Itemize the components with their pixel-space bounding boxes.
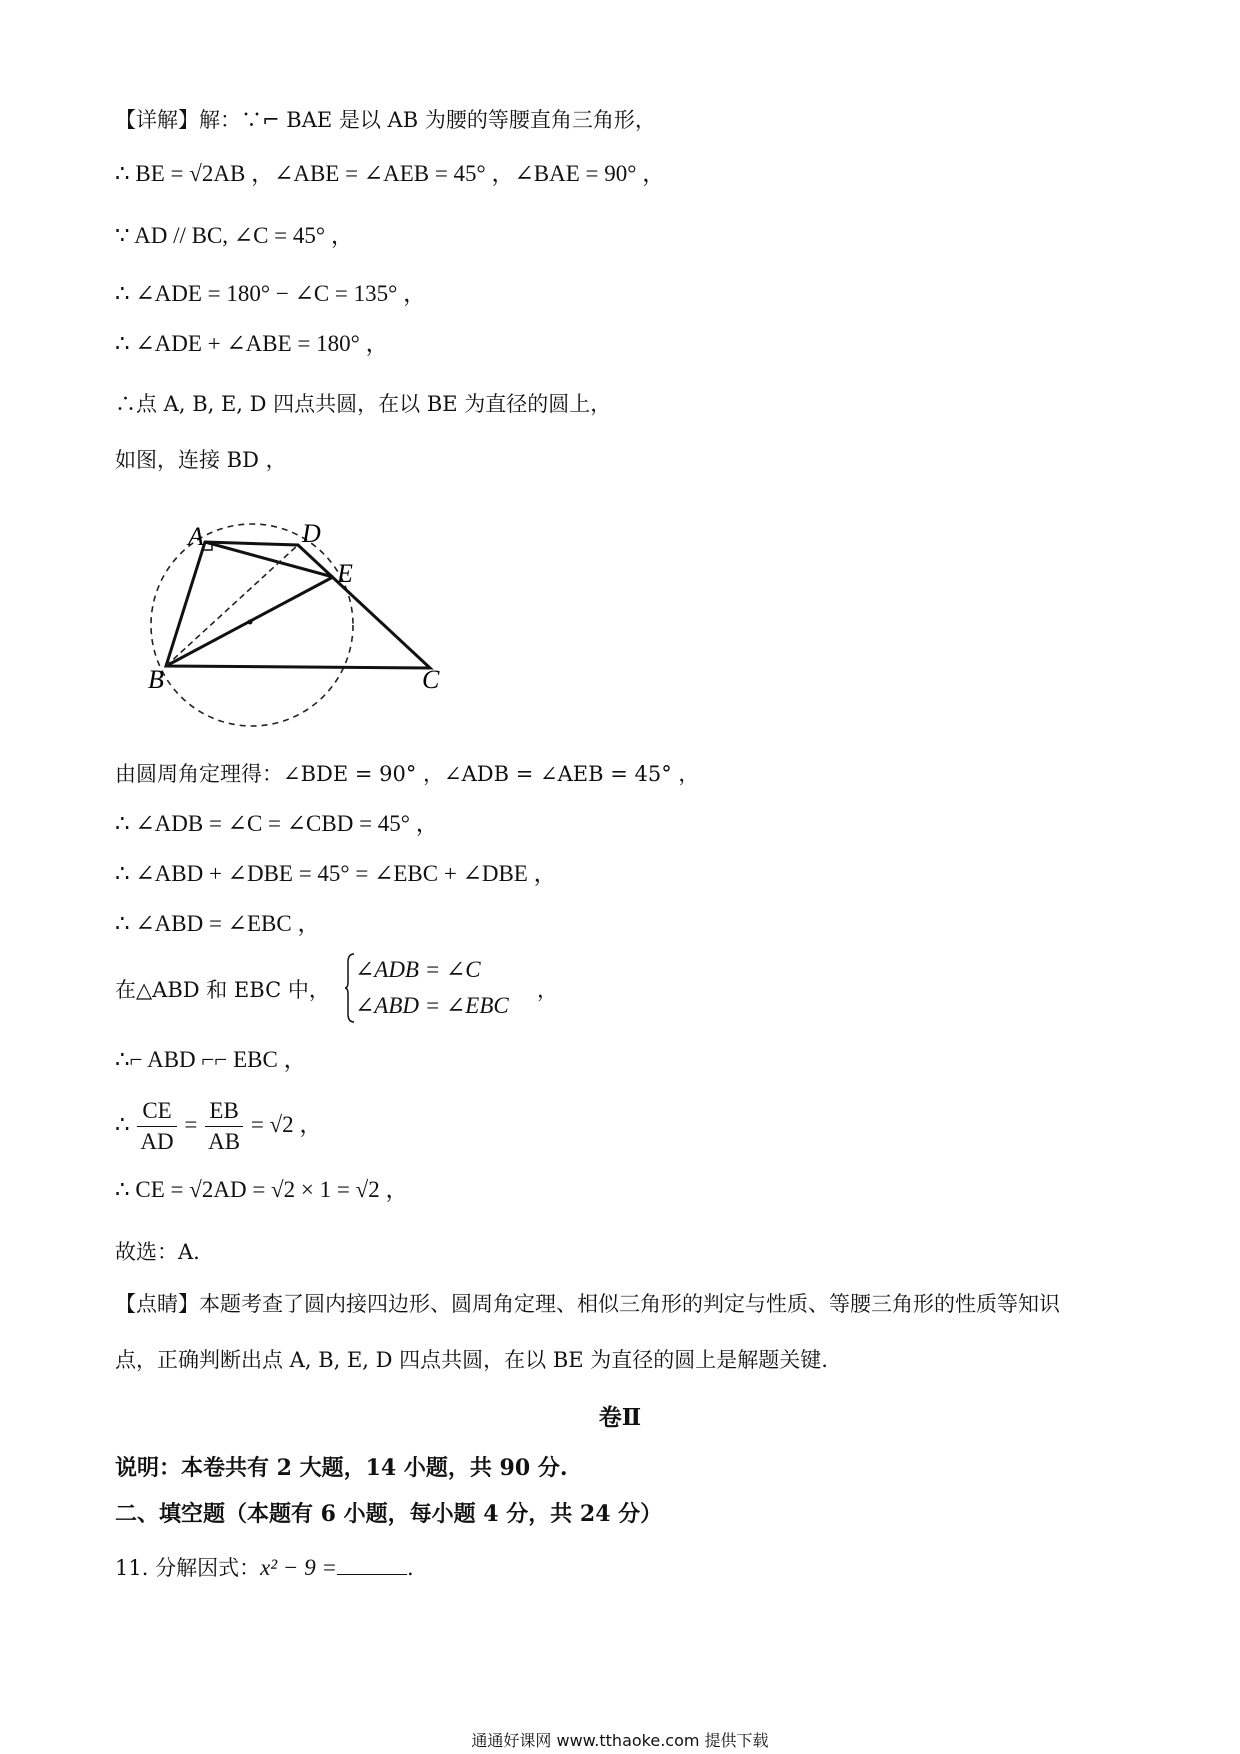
solution-line-7: 如图，连接 BD ， bbox=[115, 448, 287, 472]
brace-icon bbox=[345, 952, 355, 1024]
footer-watermark: 通通好课网 www.tthaoke.com 提供下载 bbox=[471, 1731, 769, 1750]
solution-line-3: ∵ AD // BC, ∠C = 45° ， bbox=[115, 223, 354, 248]
solution-line-9: ∴ ∠ADB = ∠C = ∠CBD = 45° ， bbox=[115, 811, 439, 836]
answer-blank[interactable] bbox=[337, 1554, 407, 1575]
question-suffix: . bbox=[406, 1556, 414, 1580]
section-heading: 二、填空题（本题有 6 小题，每小题 4 分，共 24 分） bbox=[115, 1501, 663, 1527]
solution-line-12: 在△ABD 和 EBC 中， bbox=[115, 978, 330, 1002]
system-end: ， bbox=[537, 978, 558, 1002]
solution-line-15: ∴ CE = √2AD = √2 × 1 = √2 ， bbox=[115, 1177, 409, 1202]
question-11 bbox=[115, 1554, 414, 1582]
solution-line-4: ∴ ∠ADE = 180° − ∠C = 135° ， bbox=[115, 281, 427, 306]
solution-line-8: 由圆周角定理得：∠BDE = 90° ，∠ADB = ∠AEB = 45° ， bbox=[115, 762, 700, 786]
quadrilateral-abcd bbox=[166, 542, 430, 668]
system-row-2: ∠ABD = ∠EBC bbox=[355, 993, 509, 1018]
geometry-figure bbox=[150, 510, 450, 720]
equation-system bbox=[355, 952, 509, 1024]
solution-line-18: 点，正确判断出点 A, B, E, D 四点共圆，在以 BE 为直径的圆上是解题关键. bbox=[115, 1348, 828, 1372]
solution-line-6: ∴点 A, B, E, D 四点共圆，在以 BE 为直径的圆上， bbox=[115, 392, 612, 416]
question-expression: x² − 9 = bbox=[260, 1555, 337, 1580]
ratio-suffix: = √2 ， bbox=[250, 1112, 323, 1137]
section-title: 卷Ⅱ bbox=[598, 1404, 642, 1431]
system-row-1: ∠ADB = ∠C bbox=[355, 957, 481, 982]
fraction-1-numerator: CE bbox=[137, 1096, 176, 1127]
ratio-prefix: ∴ bbox=[115, 1112, 130, 1137]
label-d: D bbox=[302, 519, 321, 548]
fraction-2-denominator: AB bbox=[208, 1129, 241, 1155]
label-b: B bbox=[148, 665, 164, 694]
ratio-line: ∴ $\frac{CE}{AD}$ = $\frac{EB}{AB}$ = √2 ， bbox=[115, 1094, 322, 1158]
solution-line-10: ∴ ∠ABD + ∠DBE = 45° = ∠EBC + ∠DBE ， bbox=[115, 861, 557, 886]
solution-line-13: ∴⌐ ABD ⌐⌐ EBC ， bbox=[115, 1047, 307, 1072]
solution-line-5: ∴ ∠ADE + ∠ABE = 180° ， bbox=[115, 331, 389, 356]
solution-line-16: 故选：A. bbox=[115, 1240, 200, 1264]
solution-line-17: 【点睛】本题考查了圆内接四边形、圆周角定理、相似三角形的判定与性质、等腰三角形的性质等知识 bbox=[115, 1292, 1060, 1316]
fraction-eb-ab bbox=[205, 1096, 243, 1157]
circle-center bbox=[248, 620, 253, 625]
question-prefix: 11. 分解因式： bbox=[115, 1556, 261, 1580]
label-e: E bbox=[337, 559, 353, 588]
label-c: C bbox=[422, 665, 440, 694]
fraction-ce-ad bbox=[137, 1096, 176, 1157]
section-note: 说明：本卷共有 2 大题，14 小题，共 90 分. bbox=[115, 1455, 568, 1481]
label-a: A bbox=[188, 522, 204, 551]
fraction-1-denominator: AD bbox=[140, 1129, 174, 1155]
solution-line-1: 【详解】解：∵⌐ BAE 是以 AB 为腰的等腰直角三角形， bbox=[115, 108, 656, 132]
fraction-2-numerator: EB bbox=[205, 1096, 243, 1127]
solution-line-11: ∴ ∠ABD = ∠EBC ， bbox=[115, 911, 321, 936]
solution-line-2: ∴ BE = √2AB ，∠ABE = ∠AEB = 45° ，∠BAE = 90° ， bbox=[115, 161, 666, 186]
